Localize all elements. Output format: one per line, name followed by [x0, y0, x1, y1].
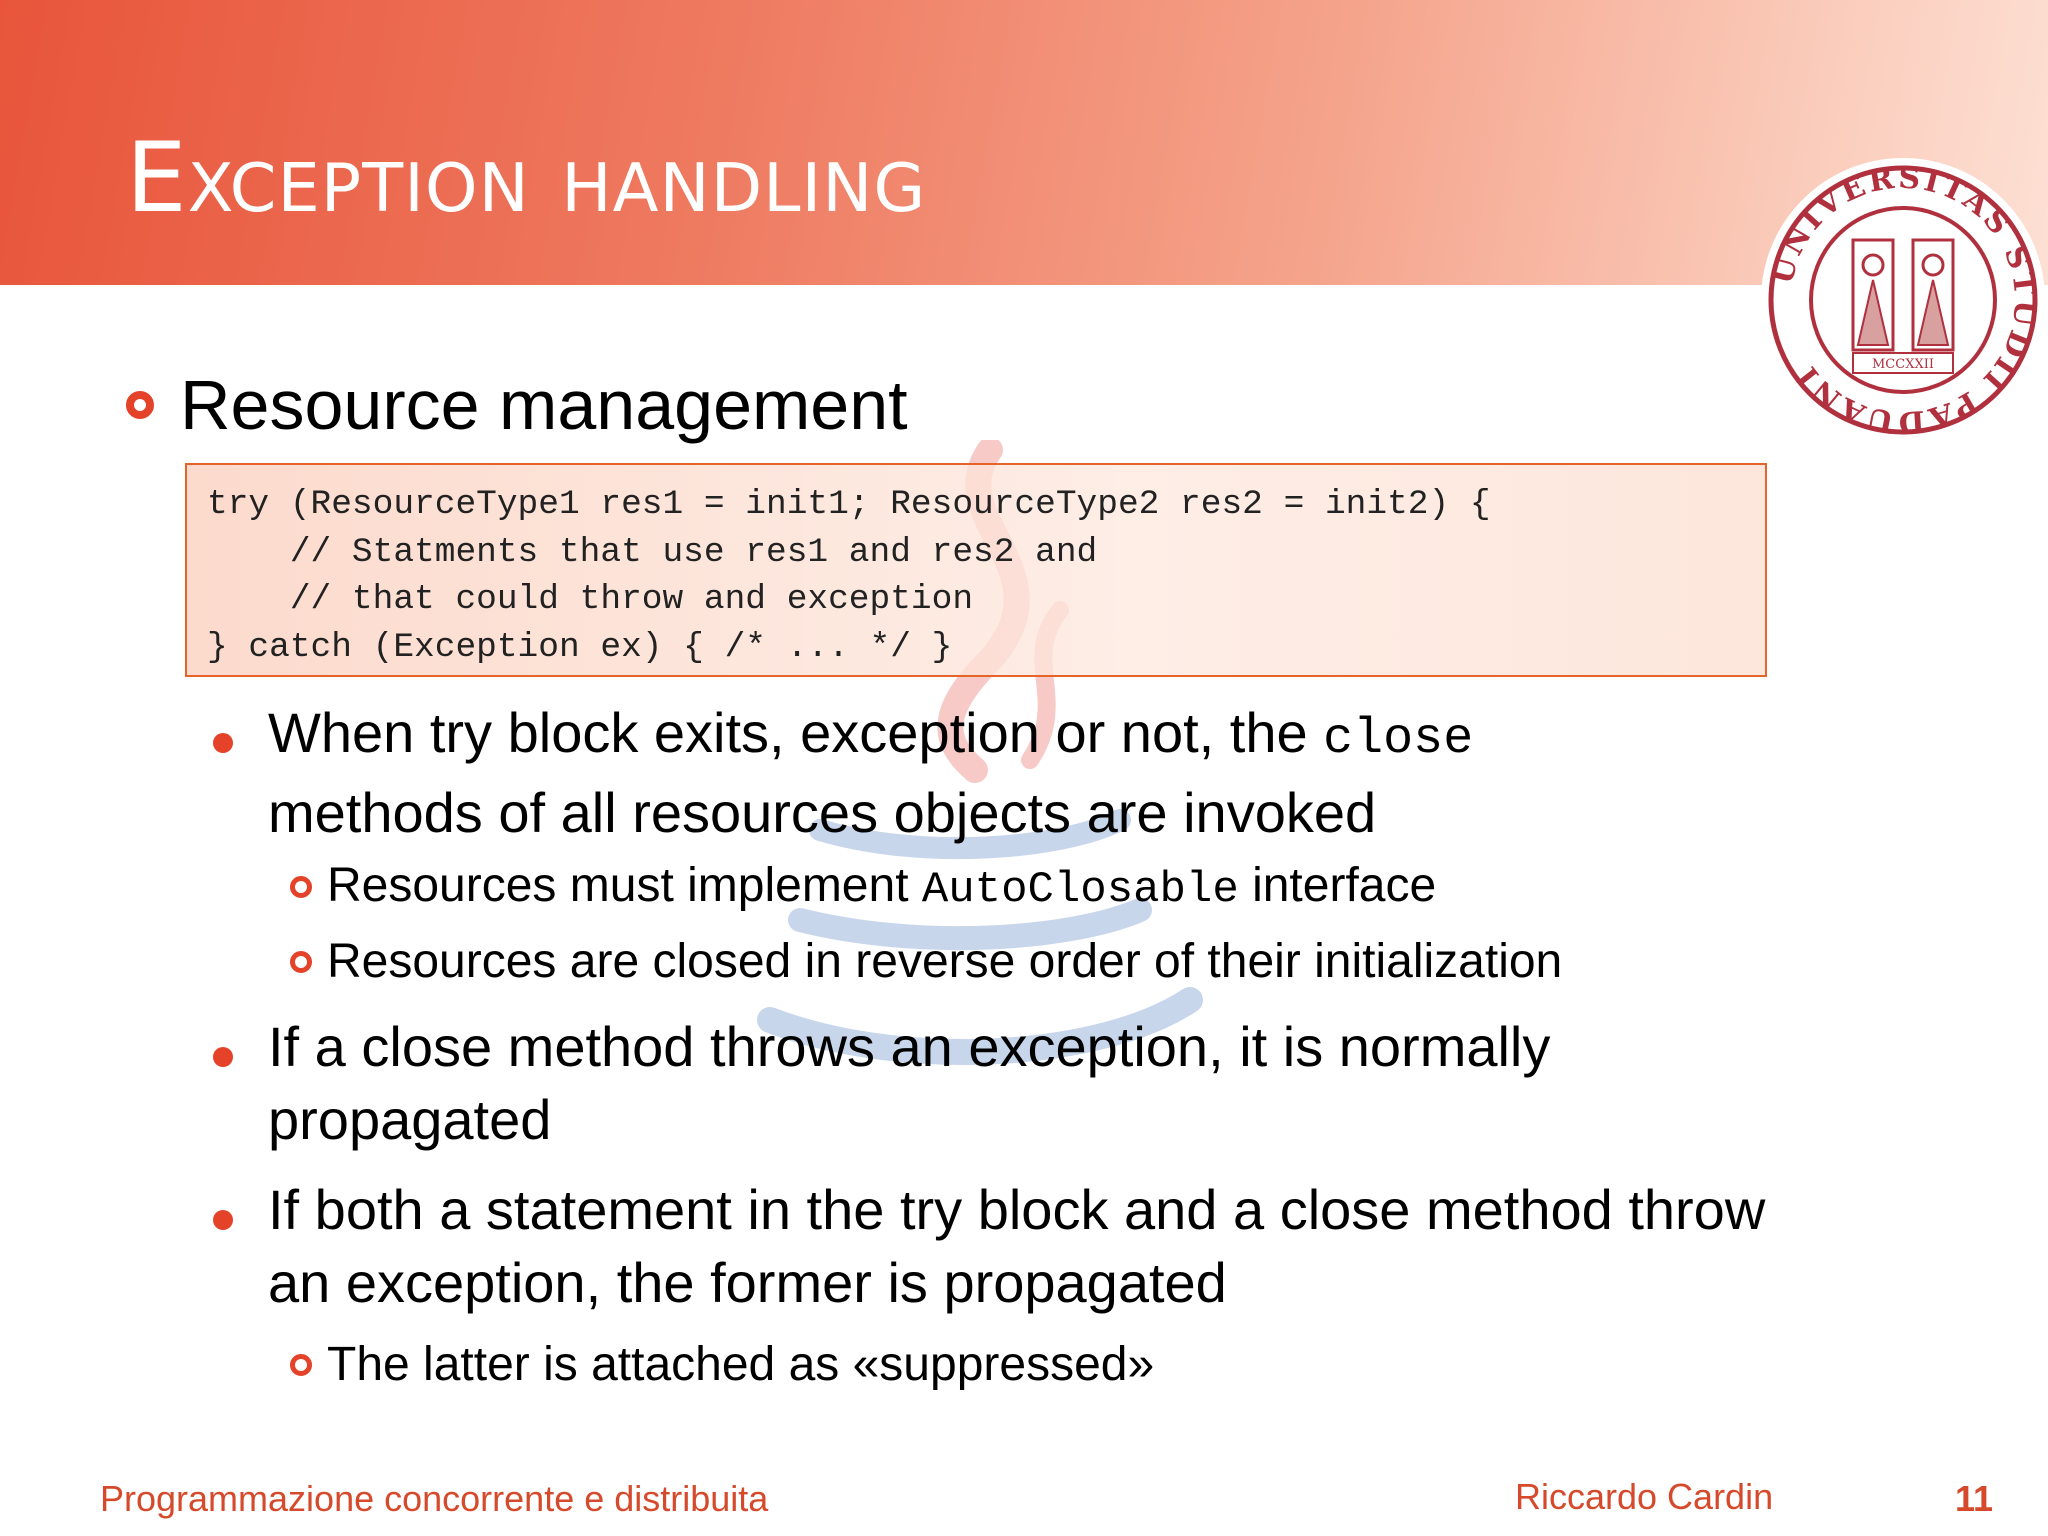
- seal-text: UNIVERSITAS STUDII PADUANI: [1764, 160, 2043, 440]
- sub-bullet-1-text: Resources must implement AutoClosable interface: [327, 859, 1437, 915]
- slide-title: Exception handling: [126, 122, 927, 234]
- sub-bullet-3: [290, 1338, 1155, 1391]
- footer-author: Riccardo Cardin: [1515, 1476, 1774, 1517]
- footer-course: Programmazione concorrente e distribuita: [100, 1478, 769, 1519]
- code-line: // Statments that use res1 and res2 and: [207, 532, 1098, 572]
- sub-bullet-2: [290, 935, 1563, 988]
- bullet-2-text: If a close method throws an exception, it is normally propagated: [268, 1015, 1551, 1151]
- bullet-dot-icon: [213, 733, 233, 753]
- sub-bullet-2-text: Resources are closed in reverse order of their initialization: [327, 935, 1563, 988]
- page-number: 11: [1955, 1478, 1994, 1519]
- code-line: } catch (Exception ex) { /* ... */ }: [207, 627, 953, 667]
- bullet-dot-icon: [213, 1047, 233, 1067]
- university-seal-logo: [1758, 155, 2048, 445]
- code-inline-autoclosable: AutoClosable: [921, 865, 1239, 915]
- bullet-ring-icon: [290, 951, 312, 973]
- sub-bullet-1: [290, 859, 1437, 915]
- code-line: // that could throw and exception: [207, 580, 974, 619]
- sub-bullet-3-text: The latter is attached as «suppressed»: [327, 1338, 1155, 1391]
- seal-year: MCCXXII: [1872, 357, 1934, 372]
- bullet-dot-icon: [213, 1210, 233, 1230]
- code-inline-close: close: [1323, 711, 1474, 768]
- bullet-ring-icon: [126, 391, 154, 419]
- code-line: try (ResourceType1 res1 = init1; ResourceType2 res2 = init2) {: [207, 485, 1491, 524]
- bullet-3-text: If both a statement in the try block and a close method throw an exception, the former is propagated: [268, 1178, 1766, 1314]
- bullet-1-text: When try block exits, exception or not, the close methods of all resources objects are invoked: [268, 701, 1474, 844]
- bullet-ring-icon: [290, 1354, 312, 1376]
- bullet-ring-icon: [290, 876, 312, 898]
- section-heading-text: Resource management: [180, 366, 908, 444]
- section-heading: [126, 366, 908, 444]
- code-block: [185, 463, 1767, 677]
